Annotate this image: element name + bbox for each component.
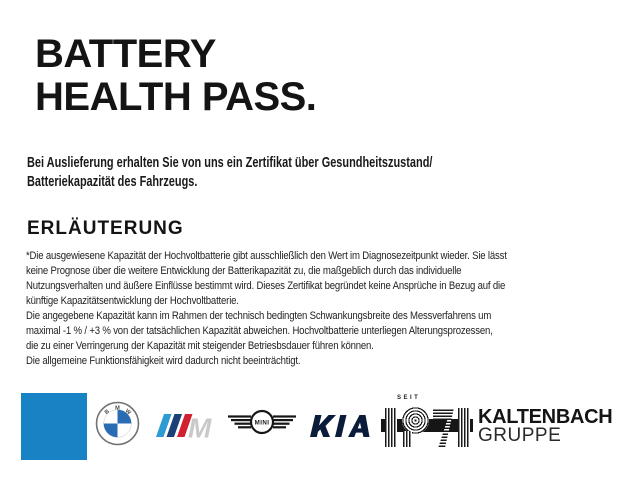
fineprint-line: keine Prognose über die weitere Entwicklung der Batterikapazität zu, die maßgeblich durch das individuelle xyxy=(26,265,462,277)
kia-letter-i xyxy=(335,415,347,437)
fineprint-line: künftige Kapazitätsentwicklung der Hochvoltbatterie. xyxy=(26,295,239,307)
page-title-line-1: BATTERY xyxy=(35,32,216,76)
mini-wing-bar xyxy=(238,426,251,428)
bmw-m-logo xyxy=(155,412,217,439)
page-title xyxy=(35,33,316,119)
fineprint-paragraph xyxy=(26,249,507,369)
mini-wing-bar xyxy=(273,415,296,417)
bmw-letter: M xyxy=(115,405,120,412)
intro-line: Bei Auslieferung erhalten Sie von uns ein Zertifikat über Gesundheitszustand/ xyxy=(27,154,433,171)
bmw-letter: W xyxy=(123,408,132,417)
intro-line: Batteriekapazität des Fahrzeugs. xyxy=(27,173,198,190)
mini-logo xyxy=(228,406,296,439)
bmw-letter: B xyxy=(103,408,111,416)
kaltenbach-gruppe-label: GRUPPE xyxy=(478,425,562,446)
fineprint-line: maximal -1 % / +3 % von der tatsächlichen Kapazität abweichen. Hochvoltbatterie unterliegen Alterungsprozessen, xyxy=(26,325,493,337)
m-letter: M xyxy=(188,412,212,439)
kaltenbach-1971-digit-9 xyxy=(402,407,429,434)
kaltenbach-1971-digit-1 xyxy=(385,408,397,447)
mini-wing-bar xyxy=(273,426,286,428)
bmw-logo xyxy=(95,401,140,446)
fineprint-line: Die allgemeine Funktionsfähigkeit wird dadurch nicht beeinträchtigt. xyxy=(26,355,301,367)
blue-square-brand-block xyxy=(21,393,87,460)
mini-wing-bar xyxy=(235,423,252,425)
mini-wing-bar xyxy=(273,423,290,425)
kia-letter-k xyxy=(310,415,336,437)
mini-wing-bar xyxy=(228,415,251,417)
kaltenbach-seit-label: SEIT xyxy=(397,395,421,401)
fineprint-line: Die angegebene Kapazität kann im Rahmen der technisch bedingten Schwankungsbreite des Messverfahrens um xyxy=(26,310,492,322)
fineprint-line: Nutzungsverhalten und äußere Einflüsse bestimmt wird. Dieses Zertifikat begründet keine Ansprüche in Bezug auf die xyxy=(26,280,506,292)
mini-wing-bar xyxy=(273,419,293,421)
fineprint-line: die zu einer Verringerung der Kapazität mit steigender Betriesbsdauer führen können. xyxy=(26,340,374,352)
kaltenbach-wordmark: KALTENBACH xyxy=(478,406,613,428)
kaltenbach-1971-digit-9-tail xyxy=(403,431,412,447)
kaltenbach-1971-digit-1 xyxy=(458,408,470,447)
page-title-line-2: HEALTH PASS. xyxy=(35,75,317,119)
kia-letter-a xyxy=(348,415,370,437)
mini-wordmark: MINI xyxy=(254,419,270,427)
intro-paragraph xyxy=(27,153,432,191)
section-heading: ERLÄUTERUNG xyxy=(27,218,184,239)
mini-wing-bar xyxy=(231,419,251,421)
kia-logo xyxy=(310,414,386,438)
fineprint-line: *Die ausgewiesene Kapazität der Hochvoltbatterie gibt ausschließlich den Wert im Diagnosezeitpunkt wieder. Sie lässt xyxy=(26,250,507,262)
